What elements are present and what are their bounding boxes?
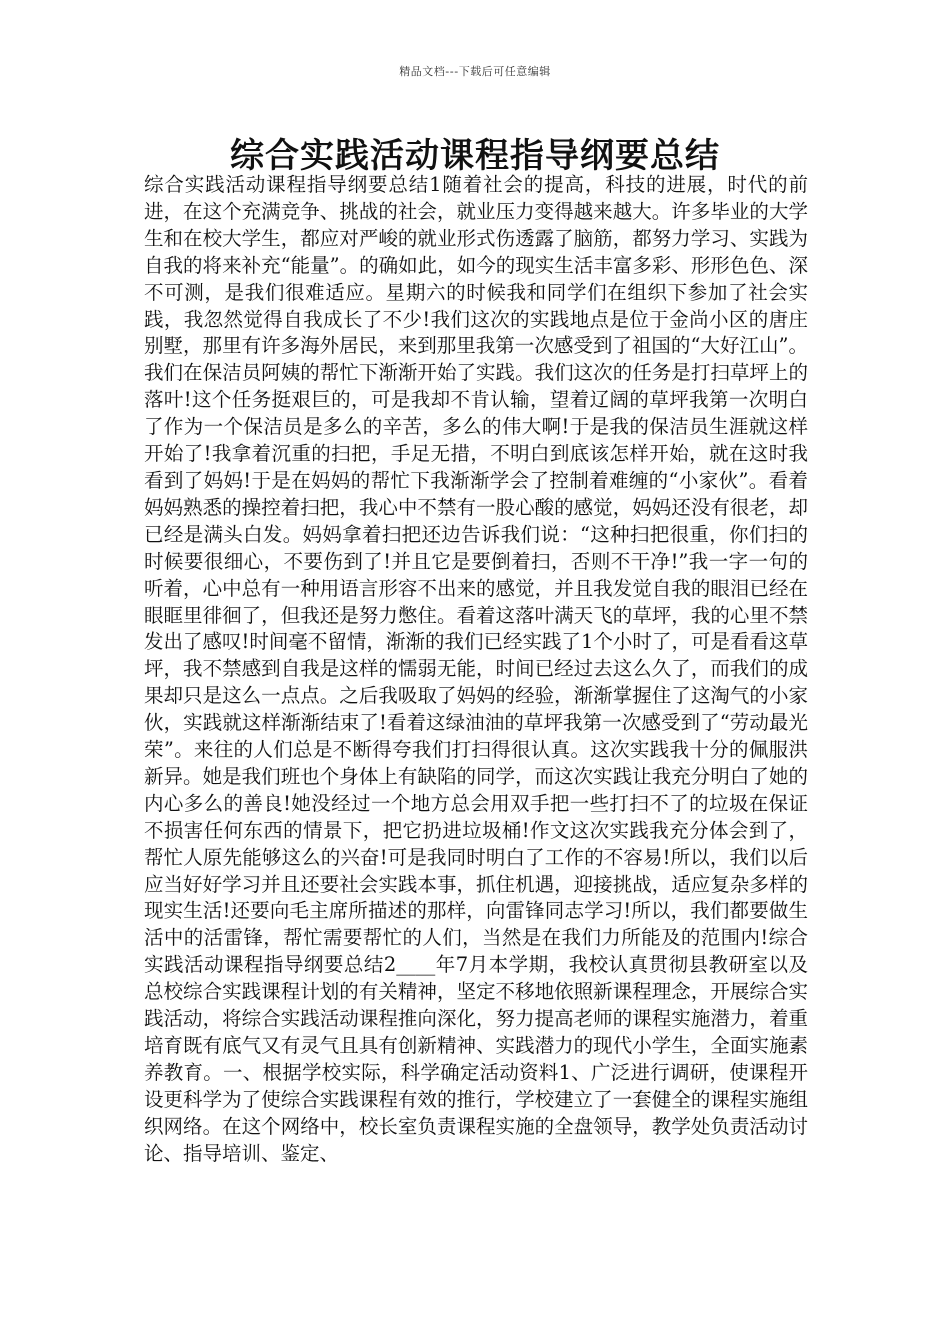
document-title: 综合实践活动课程指导纲要总结	[230, 136, 720, 176]
header-note: 精品文档---下载后可任意编辑	[399, 65, 551, 78]
document-body	[144, 172, 808, 1168]
body-paragraph: 综合实践活动课程指导纲要总结1随着社会的提高，科技的进展，时代的前进，在这个充满竞争、挑战的社会，就业压力变得越来越大。许多毕业的大学生和在校大学生，都应对严峻的就业形式伤透露了脑筋，都努力学习、实践为自我的将来补充“能量”。的确如此，如今的现实生活丰富多彩、形形色色、深不可测，是我们很难适应。星期六的时候我和同学们在组织下参加了社会实践，我忽然觉得自我成长了不少!我们这次的实践地点是位于金尚小区的唐庄别墅，那里有许多海外居民，来到那里我第一次感受到了祖国的“大好江山”。我们在保洁员阿姨的帮忙下渐渐开始了实践。我们这次的任务是打扫草坪上的落叶!这个任务挺艰巨的，可是我却不肯认输，望着辽阔的草坪我第一次明白了作为一个保洁员是多么的辛苦，多么的伟大啊!于是我的保洁员生涯就这样开始了!我拿着沉重的扫把，手足无措，不明白到底该怎样开始，就在这时我看到了妈妈!于是在妈妈的帮忙下我渐渐学会了控制着难缠的“小家伙”。看着妈妈熟悉的操控着扫把，我心中不禁有一股心酸的感觉，妈妈还没有很老，却已经是满头白发。妈妈拿着扫把还边告诉我们说：“这种扫把很重，你们扫的时候要很细心，不要伤到了!并且它是要倒着扫，否则不干净!”我一字一句的听着，心中总有一种用语言形容不出来的感觉，并且我发觉自我的眼泪已经在眼眶里徘徊了，但我还是努力憋住。看着这落叶满天飞的草坪，我的心里不禁发出了感叹!时间毫不留情，渐渐的我们已经实践了1个小时了，可是看看这草坪，我不禁感到自我是这样的懦弱无能，时间已经过去这么久了，而我们的成果却只是这么一点点。之后我吸取了妈妈的经验，渐渐掌握住了这淘气的小家伙，实践就这样渐渐结束了!看着这绿油油的草坪我第一次感受到了“劳动最光荣”。来往的人们总是不断得夸我们打扫得很认真。这次实践我十分的佩服洪新异。她是我们班也个身体上有缺陷的同学，而这次实践让我充分明白了她的内心多么的善良!她没经过一个地方总会用双手把一些打扫不了的垃圾在保证不损害任何东西的情景下，把它扔进垃圾桶!作文这次实践我充分体会到了，帮忙人原先能够这么的兴奋!可是我同时明白了工作的不容易!所以，我们以后应当好好学习并且还要社会实践本事，抓住机遇，迎接挑战，适应复杂多样的现实生活!还要向毛主席所描述的那样，向雷锋同志学习!所以，我们都要做生活中的活雷锋，帮忙需要帮忙的人们，当然是在我们力所能及的范围内!综合实践活动课程指导纲要总结2____年7月本学期，我校认真贯彻县教研室以及总校综合实践课程计划的有关精神，坚定不移地依照新课程理念，开展综合实践活动，将综合实践活动课程推向深化，努力提高老师的课程实施潜力，着重培育既有底气又有灵气且具有创新精神、实践潜力的现代小学生，全面实施素养教育。一、根据学校实际，科学确定活动资料1、广泛进行调研，使课程开设更科学为了使综合实践课程有效的推行，学校建立了一套健全的课程实施组织网络。在这个网络中，校长室负责课程实施的全盘领导，教学处负责活动讨论、指导培训、鉴定、	[144, 173, 808, 1165]
